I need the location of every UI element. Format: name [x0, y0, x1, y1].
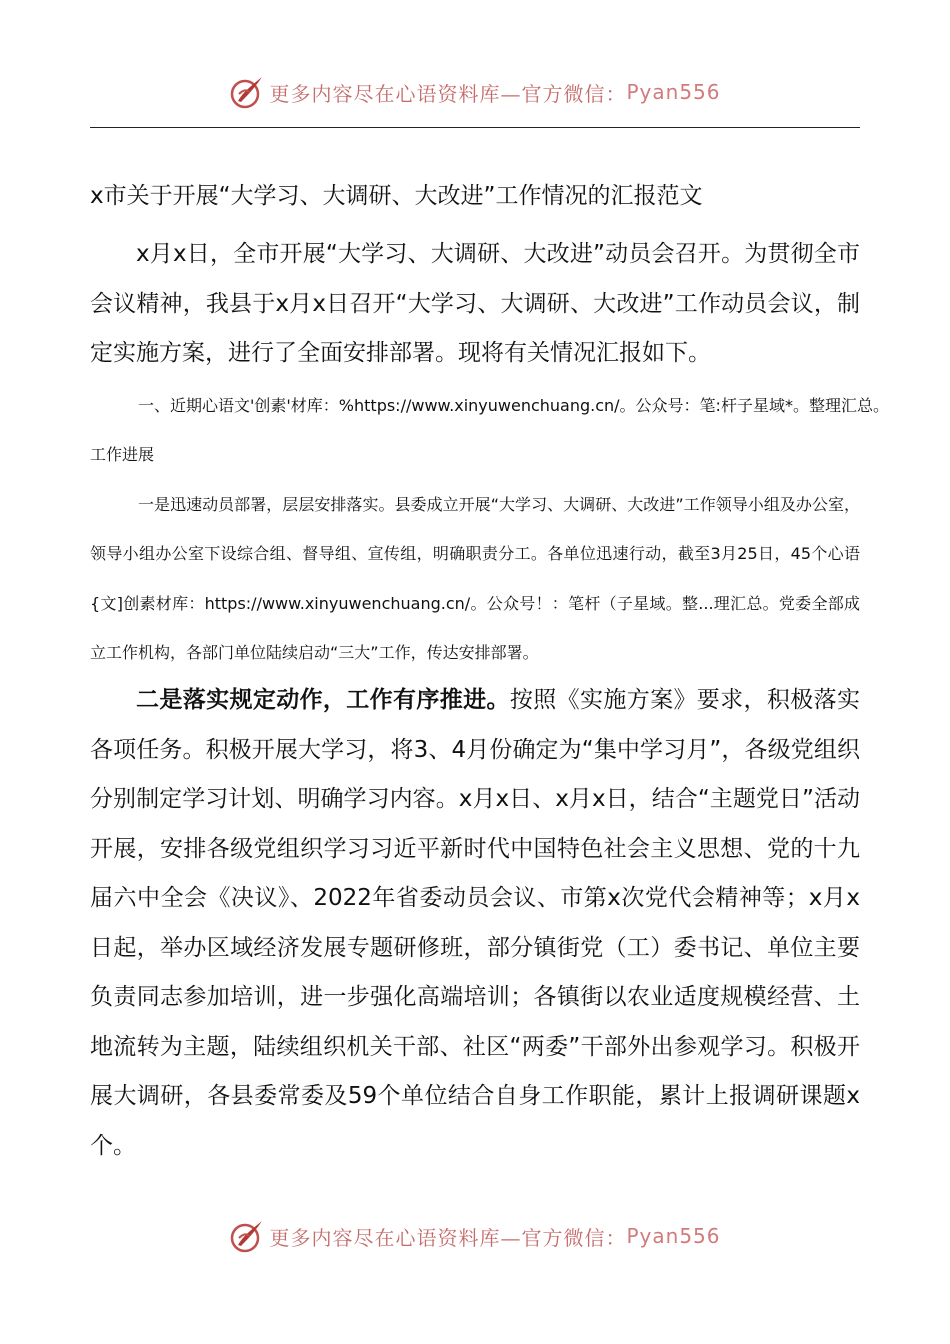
item-2-body: 按照《实施方案》要求，积极落实各项任务。积极开展大学习，将3、4月份确定为“集中学习月”，各级党组织分别制定学习计划、明确学习内容。x月x日、x月x日，结合“主题党日”活动开展，安排各级党组织学习习近平新时代中国特色社会主义思想、党的十九届六中全会《决议》、2022年省委动员会议、市第x次党代会精神等；x月x日起，举办区域经济发展专题研修班，部分镇街党（工）委书记、单位主要负责同志参加培训，进一步强化高端培训；各镇街以农业适度规模经营、土地流转为主题，陆续组织机关干部、社区“两委”干部外出参观学习。积极开展大调研，各县委常委及59个单位结合自身工作职能，累计上报调研课题x个。 — [90, 687, 861, 1159]
watermark-wechat-id: Pyan556 — [626, 1224, 721, 1248]
item-1-paragraph: 一是迅速动员部署，层层安排落实。县委成立开展“大学习、大调研、大改进”工作领导小组及办公室，领导小组办公室下设综合组、督导组、宣传组，明确职责分工。各单位迅速行动，截至3月25日，45个心语{文]创素材库：https://www.xinyuwenchuang.cn/。公众号！：笔杆（子星域。整...理汇总。党委全部成立工作机构，各部门单位陆续启动“三大”工作，传达安排部署。 — [90, 495, 860, 663]
header-divider — [90, 127, 860, 128]
quill-seal-logo-icon — [229, 74, 265, 110]
item-2-heading: 二是落实规定动作，工作有序推进。 — [136, 687, 510, 713]
watermark-wechat-id: Pyan556 — [626, 80, 721, 104]
quill-seal-logo-icon — [229, 1218, 265, 1254]
watermark-banner-bottom — [0, 1214, 950, 1258]
watermark-text: 更多内容尽在心语资料库—官方微信： — [269, 1225, 627, 1250]
item-2-paragraph — [90, 676, 860, 1171]
watermark-banner-top — [0, 70, 950, 114]
intro-paragraph: x月x日，全市开展“大学习、大调研、大改进”动员会召开。为贯彻全市会议精神，我县于x月x日召开“大学习、大调研、大改进”工作动员会议，制定实施方案，进行了全面安排部署。现将有关情况汇报如下。 — [90, 241, 860, 366]
watermark-text: 更多内容尽在心语资料库—官方微信： — [269, 81, 627, 106]
document-title: x市关于开展“大学习、大调研、大改进”工作情况的汇报范文 — [90, 183, 703, 209]
section-1-heading-line: 一、近期心语文'创素'材库：%https://www.xinyuwenchuang.cn/。公众号：笔:杆子星域*。整理汇总。工作进展 — [90, 396, 889, 465]
